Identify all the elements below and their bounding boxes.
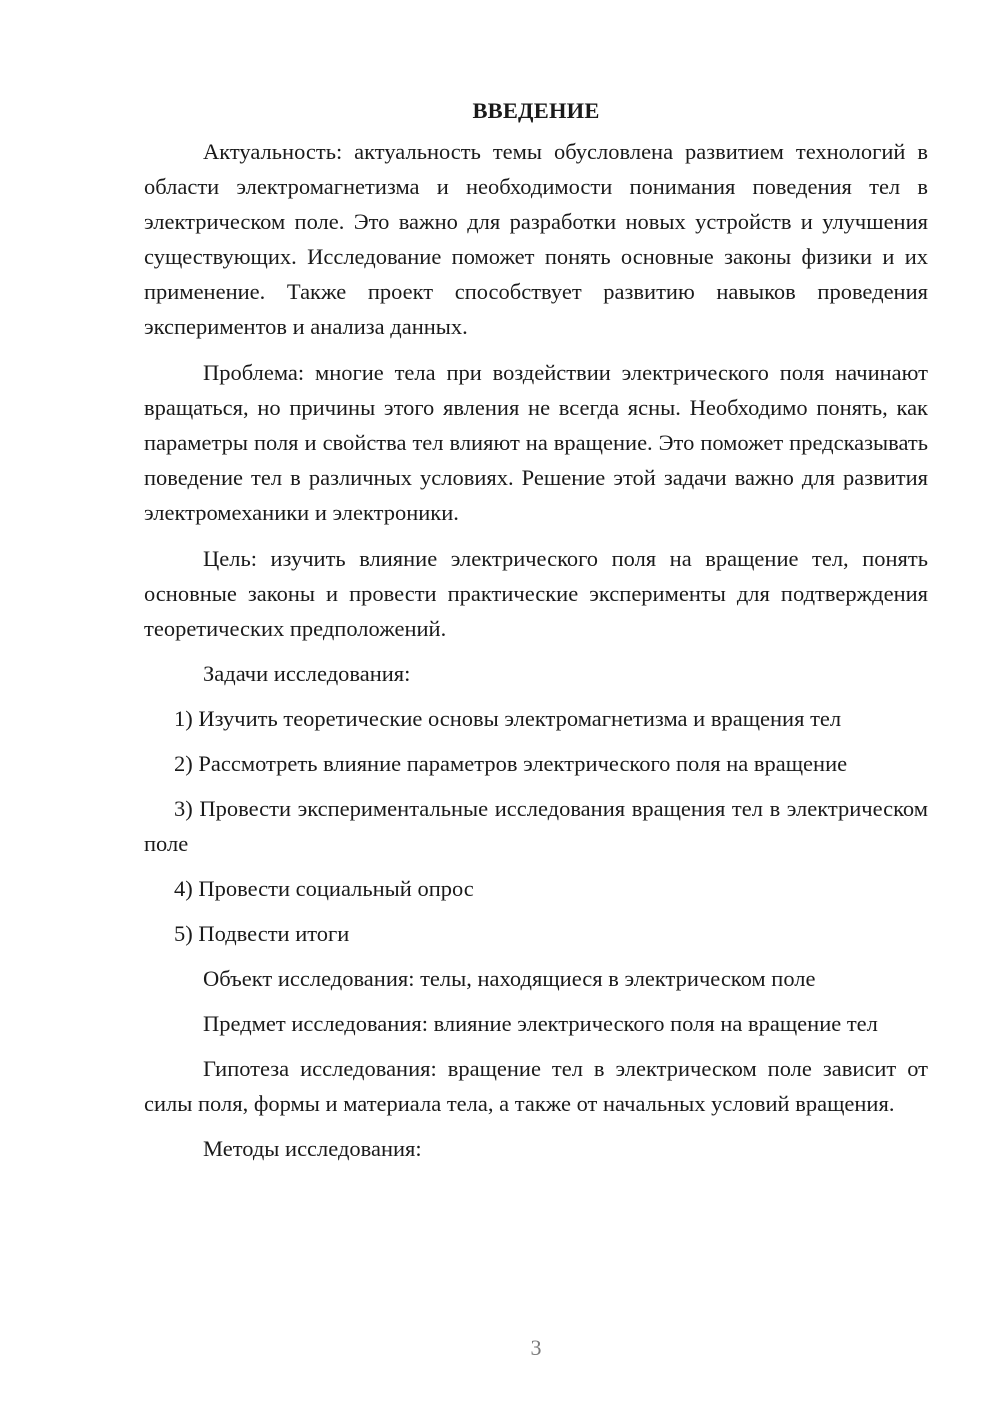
methods-heading: Методы исследования: [203,1136,422,1161]
paragraph-object: Объект исследования: телы, находящиеся в электрическом поле [203,966,816,991]
task-item: 4) Провести социальный опрос [174,876,474,901]
paragraph-problem: Проблема: многие тела при воздействии электрического поля начинают вращаться, но причины этого явления не всегда ясны. Необходимо понять, как параметры поля и свойства тел влияют на вращение. Это поможет предсказывать поведение тел в различных условиях. Решение этой задачи важно для развития электромеханики и электроники. [144,360,928,525]
task-item: 1) Изучить теоретические основы электромагнетизма и вращения тел [174,706,842,731]
paragraph-relevance: Актуальность: актуальность темы обусловлена развитием технологий в области электромагнетизма и необходимости понимания поведения тел в электрическом поле. Это важно для разработки новых устройств и улучшения существующих. Исследование поможет понять основные законы физики и их применение. Также проект способствует развитию навыков проведения экспериментов и анализа данных. [144,139,928,339]
page-number: 3 [530,1335,542,1360]
task-item: 5) Подвести итоги [174,921,350,946]
paragraph-goal: Цель: изучить влияние электрического поля на вращение тел, понять основные законы и провести практические эксперименты для подтверждения теоретических предположений. [144,546,928,641]
page-title: ВВЕДЕНИЕ [472,98,600,123]
task-item: 2) Рассмотреть влияние параметров электрического поля на вращение [174,751,848,776]
tasks-heading: Задачи исследования: [203,661,411,686]
paragraph-hypothesis: Гипотеза исследования: вращение тел в электрическом поле зависит от силы поля, формы и материала тела, а также от начальных условий вращения. [144,1056,928,1116]
paragraph-subject: Предмет исследования: влияние электрического поля на вращение тел [203,1011,878,1036]
page-content [144,93,928,1166]
task-item: 3) Провести экспериментальные исследования вращения тел в электрическом поле [144,796,928,856]
